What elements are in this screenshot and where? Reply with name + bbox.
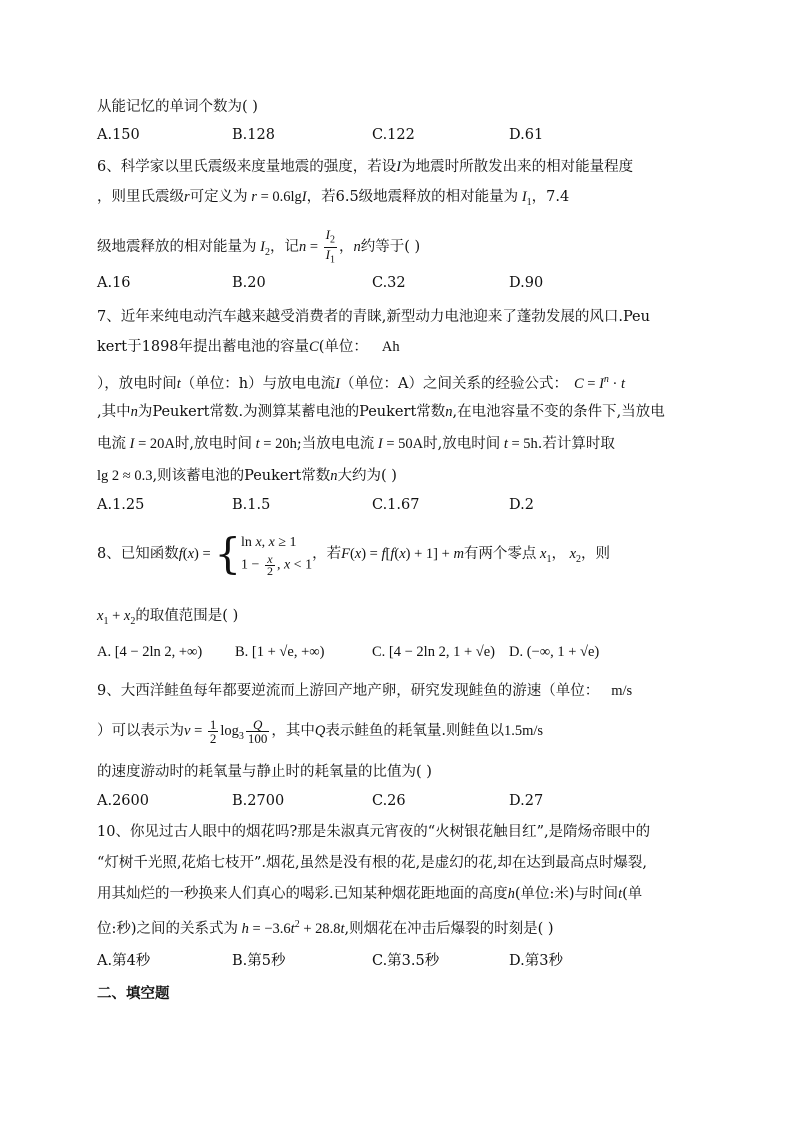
question-7-line-2: kert于1898年提出蓄电池的容量C(单位： Ah (97, 339, 400, 355)
option-c[interactable]: C. [4 − 2ln 2, 1 + √e) (372, 644, 495, 660)
option-a[interactable]: A.150 (97, 127, 140, 143)
q6-text-e: ，若6.5级地震释放的相对能量为 (306, 189, 519, 205)
question-7-line-5: 电流 I = 20A时,放电时间 t = 20h;当放电电流 I = 50A时,放电时间 t = 5h.若计算时取 (97, 436, 615, 452)
option-a[interactable]: A.1.25 (97, 497, 145, 513)
option-d[interactable]: D.90 (509, 275, 544, 291)
q10-text-f: 位:秒)之间的关系式为 (97, 920, 239, 937)
q8-text-f: 的取值范围是( ) (135, 608, 239, 624)
option-d[interactable]: D. (−∞, 1 + √e) (509, 644, 600, 660)
question-6-line-3: 级地震释放的相对能量为 $I_2$，记n = $\frac{I_2}{I_1}$ ，n约等于( ) (97, 227, 421, 266)
q7-text-q: 大约为( ) (337, 468, 397, 484)
q8-text-c: 有两个零点 (463, 546, 537, 562)
question-7-line-1 (97, 307, 650, 327)
option-b[interactable]: B.1.5 (232, 497, 271, 513)
question-9-options (97, 793, 697, 813)
q7-text-b: kert于1898年提出蓄电池的容量 (97, 339, 310, 355)
q9-text-g: 的速度游动时的耗氧量与静止时的耗氧量的比值为( ) (97, 764, 432, 780)
question-8-line-1: 8、已知函数f(x) = { ln x, x ≥ 1 1 − $\frac{x}{2}$ , x < 1 ，若F(x) = f[f(x) + 1] + m有两个零点 $x_1$， $x_2$，则 (97, 529, 611, 578)
q8-text-d: ， (551, 546, 566, 562)
q9-text-e: 表示鲑鱼的耗氧量.则鲑鱼以 (325, 723, 504, 739)
question-7-line-3: ），放电时间t（单位：h）与放电电流I（单位：A）之间关系的经验公式： $C = I^n \cdot t$ (97, 374, 626, 392)
q7-text-g: （单位：A）之间关系的经验公式： (339, 375, 568, 392)
option-b[interactable]: B.2700 (232, 793, 285, 809)
q9-text-a: 9、大西洋鲑鱼每年都要逆流而上游回产地产卵，研究发现鲑鱼的游速（单位： (97, 683, 600, 699)
q6-text-c: ，则里氏震级 (97, 189, 184, 205)
q6-text-f: ，7.4 (531, 189, 570, 205)
question-5-tail (97, 97, 258, 117)
q7-text-e: ），放电时间 (97, 375, 177, 392)
question-10-line-3: 用其灿烂的一秒换来人们真心的喝彩.已知某种烟花距地面的高度h(单位:米)与时间t(单 (97, 886, 643, 902)
q7-text-j: ,在电池容量不变的条件下,当放电 (452, 404, 665, 420)
q10-text-b: “灯树千光照,花焰七枝开”.烟花,虽然是没有根的花,是虚幻的花,却在达到最高点时爆裂, (97, 855, 647, 871)
question-7-line-6: lg 2 ≈ 0.3,则该蓄电池的Peukert常数n大约为( ) (97, 468, 397, 484)
q6-text-a: 6、科学家以里氏震级来度量地震的强度，若设 (97, 159, 397, 175)
q9-speed: 1.5m/s (504, 723, 544, 739)
option-a[interactable]: A.第4秒 (97, 953, 151, 969)
q6-text-b: 为地震时所散发出来的相对能量程度 (401, 159, 634, 175)
q7-formula: C (573, 375, 584, 392)
q6-fraction: $\frac{I_2}{I_1}$ (325, 227, 335, 266)
question-6-options (97, 275, 697, 295)
q9-unit: m/s (611, 683, 633, 699)
q6-text-d: 可定义为 (189, 189, 248, 205)
q10-text-c: 用其灿烂的一秒换来人们真心的喝彩.已知某种烟花距地面的高度 (97, 886, 508, 902)
q10-text-g: ,则烟花在冲击后爆裂的时刻是( ) (344, 920, 554, 937)
q7-text-c: (单位： (318, 339, 368, 355)
question-10-line-1 (97, 822, 650, 842)
option-a[interactable]: A.2600 (97, 793, 149, 809)
q6-text-g: 级地震释放的相对能量为 (97, 239, 257, 256)
option-b[interactable]: B.20 (232, 275, 266, 291)
question-9-line-1 (97, 681, 632, 701)
question-6-line-2: ，则里氏震级r可定义为 r = 0.6lgI，若6.5级地震释放的相对能量为 $I_1$，7.4 (97, 189, 570, 208)
q9-text-d: ，其中 (271, 723, 315, 739)
q9-text-c: ）可以表示为 (97, 723, 184, 739)
q7-text-h: ,其中 (97, 404, 131, 420)
q7-text-m: ;当放电电流 (296, 436, 375, 452)
question-9-line-3 (97, 762, 432, 782)
q10-text-a: 10、你见过古人眼中的烟花吗?那是朱淑真元宵夜的“火树银花触目红”,是隋炀帝眼中的 (97, 824, 651, 840)
question-7-line-4: ,其中n为Peukert常数.为测算某蓄电池的Peukert常数n,在电池容量不变的条件下,当放电 (97, 404, 665, 420)
option-b[interactable]: B.128 (232, 127, 275, 143)
question-10-options (97, 949, 697, 969)
question-5-text: 从能记忆的单词个数为( ) (97, 99, 258, 115)
q7-text-o: .若计算时取 (537, 436, 615, 452)
question-9-line-2: ）可以表示为v = $\frac{1}{2}$ $\log_3$ $\frac{Q}{100}$ ，其中Q表示鲑鱼的耗氧量.则鲑鱼以1.5m/s (97, 716, 544, 746)
option-d[interactable]: D.第3秒 (509, 953, 563, 969)
q7-text-i: 为Peukert常数.为测算某蓄电池的Peukert常数 (137, 404, 446, 420)
option-c[interactable]: C.122 (372, 127, 415, 143)
question-10-line-2 (97, 853, 647, 873)
question-8-options (97, 644, 697, 664)
question-5-options (97, 127, 697, 147)
option-d[interactable]: D.61 (509, 127, 544, 143)
q10-text-d: (单位:米)与时间 (514, 886, 619, 902)
section-heading (97, 984, 170, 1004)
q6-text-i: ， (339, 239, 354, 256)
q8-text-e: ，则 (581, 546, 611, 562)
option-c[interactable]: C.32 (372, 275, 406, 291)
option-d[interactable]: D.27 (509, 793, 544, 809)
section-title: 二、填空题 (97, 986, 170, 1002)
q6-text-h: ，记 (269, 239, 299, 256)
q7-text-k: 电流 (97, 436, 126, 452)
question-7-options (97, 497, 697, 517)
q7-unit-ah: Ah (381, 339, 400, 355)
q8-piecewise: { ln x, x ≥ 1 1 − $\frac{x}{2}$ , x < 1 (214, 529, 313, 578)
option-b[interactable]: B.第5秒 (232, 953, 286, 969)
q10-text-e: (单 (622, 886, 643, 902)
option-a[interactable]: A.16 (97, 275, 131, 291)
option-c[interactable]: C.第3.5秒 (372, 953, 440, 969)
q8-text-a: 8、已知函数 (97, 546, 179, 562)
question-6-line-1: 6、科学家以里氏震级来度量地震的强度，若设I为地震时所散发出来的相对能量程度 (97, 159, 634, 175)
q7-text-a: 7、近年来纯电动汽车越来越受消费者的青睐,新型动力电池迎来了蓬勃发展的风口.Peu (97, 309, 650, 325)
question-8-line-2: $x_1 + x_2$的取值范围是( ) (97, 608, 239, 627)
option-d[interactable]: D.2 (509, 497, 534, 513)
q6-text-j: 约等于( ) (360, 239, 421, 256)
q6-formula: r (247, 189, 261, 205)
q7-text-p: ,则该蓄电池的Peukert常数 (152, 468, 331, 484)
question-10-line-4: 位:秒)之间的关系式为 $h = -3.6t^2 + 28.8t$,则烟花在冲击后爆裂的时刻是( ) (97, 919, 554, 937)
option-b[interactable]: B. [1 + √e, +∞) (235, 644, 325, 660)
q7-text-n: 时,放电时间 (423, 436, 501, 452)
option-a[interactable]: A. [4 − 2ln 2, +∞) (97, 644, 203, 660)
q7-text-f: （单位：h）与放电电流 (180, 375, 336, 392)
option-c[interactable]: C.26 (372, 793, 406, 809)
option-c[interactable]: C.1.67 (372, 497, 420, 513)
q8-text-b: ，若 (312, 546, 342, 562)
q7-text-l: 时,放电时间 (174, 436, 252, 452)
